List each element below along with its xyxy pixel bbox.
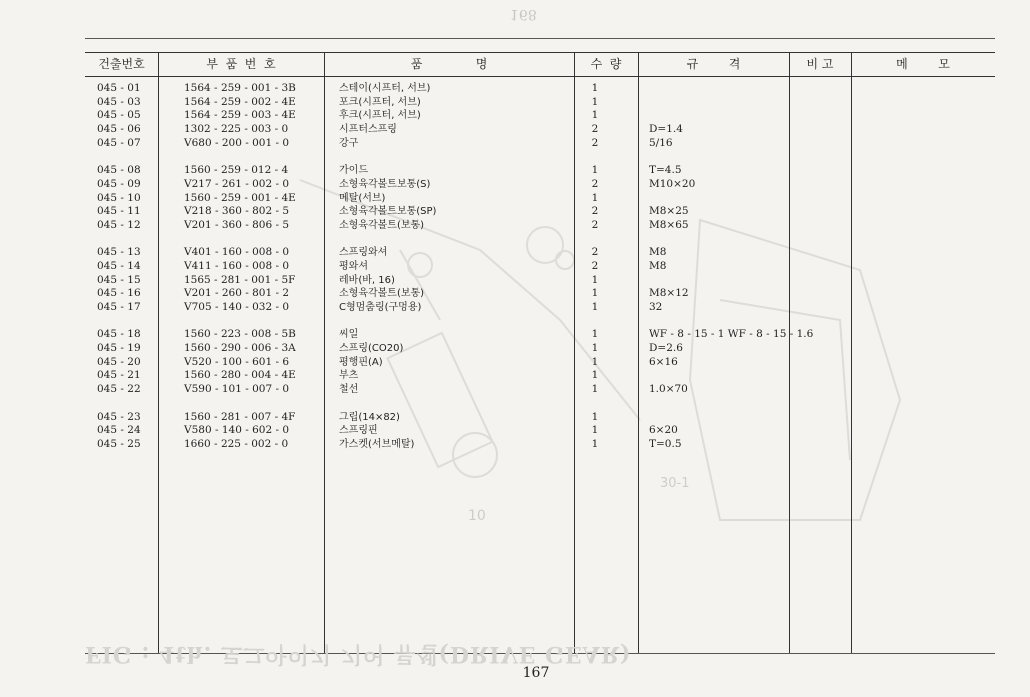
table-row: [85, 123, 995, 137]
item-number: 045 - 24: [97, 424, 141, 437]
quantity: 1: [591, 109, 599, 122]
part-number: 1564 - 259 - 003 - 4E: [184, 109, 296, 122]
part-number: V520 - 100 - 601 - 6: [184, 355, 290, 368]
spec: M8×65: [649, 218, 689, 231]
quantity: 2: [591, 259, 599, 272]
part-number: 1660 - 225 - 002 - 0: [184, 437, 289, 450]
spec: D=1.4: [649, 123, 683, 136]
item-number: 045 - 15: [97, 273, 141, 286]
item-number: 045 - 16: [97, 287, 141, 300]
item-number: 045 - 21: [97, 369, 141, 382]
part-number: 1560 - 223 - 008 - 5B: [184, 328, 296, 341]
part-number: 1560 - 259 - 001 - 4E: [184, 191, 296, 204]
table-row: [85, 82, 995, 96]
item-number: 045 - 14: [97, 259, 141, 272]
part-name: 소형육각볼트(보통): [339, 219, 425, 231]
item-number: 045 - 13: [97, 246, 141, 259]
spec: D=2.6: [649, 342, 683, 355]
table-row: [85, 178, 995, 192]
part-number: V218 - 360 - 802 - 5: [184, 205, 290, 218]
part-number: V705 - 140 - 032 - 0: [184, 301, 290, 313]
table-row: [85, 260, 995, 274]
item-number: 045 - 18: [97, 328, 141, 341]
item-number: 045 - 22: [97, 383, 141, 396]
page-number: 167: [522, 665, 550, 681]
quantity: 2: [591, 123, 599, 136]
quantity: 1: [591, 437, 599, 450]
part-number: 1560 - 281 - 007 - 4F: [184, 410, 296, 423]
table-row: [85, 137, 995, 151]
part-number: V401 - 160 - 008 - 0: [184, 246, 290, 259]
quantity: 1: [591, 383, 599, 396]
part-name: 부츠: [339, 370, 359, 382]
spec: M10×20: [649, 177, 696, 190]
quantity: 1: [591, 301, 599, 313]
table-body: [85, 82, 995, 452]
spec: 1.0×70: [649, 383, 688, 396]
quantity: 1: [591, 191, 599, 204]
quantity: 1: [591, 410, 599, 423]
spec: M8: [649, 246, 667, 259]
header-part-number: 부 품 번 호: [206, 57, 276, 71]
spec: M8×12: [649, 287, 689, 300]
spec: M8×25: [649, 205, 689, 218]
table-row: [85, 219, 995, 233]
table-row: [85, 356, 995, 370]
part-number: 1302 - 225 - 003 - 0: [184, 123, 289, 136]
parts-table: [85, 38, 995, 654]
part-name: 소형육각볼트보통(SP): [339, 206, 437, 218]
header-quantity: 수 량: [590, 57, 622, 71]
item-number: 045 - 12: [97, 218, 141, 231]
part-name: 씨일: [339, 329, 359, 341]
table-row: [85, 287, 995, 301]
header-spec: 규 격: [686, 57, 741, 71]
part-name: 스테이(시프터, 서브): [339, 83, 431, 94]
header-part-name: 품 명: [410, 57, 488, 71]
part-name: 그립(14×82): [339, 411, 400, 423]
quantity: 1: [591, 342, 599, 355]
spec: M8: [649, 259, 667, 272]
quantity: 1: [591, 273, 599, 286]
header-no: 건출번호: [98, 57, 145, 71]
quantity: 2: [591, 177, 599, 190]
item-number: 045 - 10: [97, 191, 141, 204]
item-number: 045 - 08: [97, 164, 141, 177]
part-name: 포크(시프터, 서브): [339, 96, 421, 108]
item-number: 045 - 23: [97, 410, 141, 423]
part-name: 메탈(서브): [339, 192, 386, 204]
quantity: 1: [591, 82, 599, 94]
part-name: 가이드: [339, 165, 368, 177]
part-number: V590 - 101 - 007 - 0: [184, 383, 290, 396]
part-number: 1560 - 290 - 006 - 3A: [184, 342, 296, 355]
table-row: [85, 438, 995, 452]
part-name: 스프링핀: [339, 425, 378, 437]
item-number: 045 - 05: [97, 109, 141, 122]
quantity: 2: [591, 205, 599, 218]
item-number: 045 - 06: [97, 123, 141, 136]
part-name: 평와셔: [339, 260, 368, 272]
bleed-ref-10: 10: [468, 508, 486, 524]
part-number: V680 - 200 - 001 - 0: [184, 136, 290, 149]
table-row: [85, 205, 995, 219]
bleed-ref-30: 30-1: [660, 476, 690, 491]
part-name: 시프터스프링: [339, 124, 397, 136]
quantity: 1: [591, 424, 599, 437]
item-number: 045 - 07: [97, 136, 141, 149]
part-name: 레바(바, 16): [339, 274, 395, 286]
table-row: [85, 192, 995, 206]
part-name: 가스켓(서브메탈): [339, 438, 415, 450]
table-row: [85, 411, 995, 425]
part-number: 1560 - 280 - 004 - 4E: [184, 369, 296, 382]
part-number: 1565 - 281 - 001 - 5F: [184, 273, 296, 286]
table-row: [85, 96, 995, 110]
table-row: [85, 246, 995, 260]
part-number: 1564 - 259 - 002 - 4E: [184, 95, 296, 108]
table-row: [85, 369, 995, 383]
item-number: 045 - 09: [97, 177, 141, 190]
quantity: 1: [591, 355, 599, 368]
item-number: 045 - 11: [97, 205, 141, 218]
table-header: [85, 52, 995, 77]
item-number: 045 - 17: [97, 301, 141, 313]
spec: T=0.5: [649, 437, 682, 450]
quantity: 1: [591, 287, 599, 300]
part-number: 1560 - 259 - 012 - 4: [184, 164, 289, 177]
spec: 6×20: [649, 424, 678, 437]
quantity: 2: [591, 246, 599, 259]
table-row: [85, 424, 995, 438]
spec: 5/16: [649, 136, 673, 149]
table-row: [85, 164, 995, 178]
quantity: 1: [591, 164, 599, 177]
table-row: [85, 383, 995, 397]
quantity: 1: [591, 369, 599, 382]
item-number: 045 - 01: [97, 82, 141, 94]
header-memo: 메 모: [896, 57, 950, 71]
table-row: [85, 301, 995, 315]
part-name: 스프링와셔: [339, 247, 388, 259]
part-name: 평행핀(A): [339, 356, 383, 368]
table-row: [85, 328, 995, 342]
spec: 6×16: [649, 355, 678, 368]
quantity: 1: [591, 95, 599, 108]
part-number: V217 - 261 - 002 - 0: [184, 177, 290, 190]
bleed-through-page-number: 168: [510, 6, 537, 22]
spec: 32: [649, 301, 663, 313]
table-row: [85, 342, 995, 356]
quantity: 1: [591, 328, 599, 341]
spec: T=4.5: [649, 164, 682, 177]
part-number: V411 - 160 - 008 - 0: [184, 259, 290, 272]
quantity: 2: [591, 136, 599, 149]
part-number: V201 - 260 - 801 - 2: [184, 287, 290, 300]
part-name: 후크(시프터, 서브): [339, 110, 421, 122]
quantity: 2: [591, 218, 599, 231]
item-number: 045 - 19: [97, 342, 141, 355]
part-name: 강구: [339, 137, 359, 149]
bleed-through-caption: FIG : 4th. 로그아이기 기어 류셀(DRIVE GEAR): [85, 641, 632, 667]
spec: WF - 8 - 15 - 1 WF - 8 - 15 - 1.6: [649, 328, 814, 341]
part-number: V201 - 360 - 806 - 5: [184, 218, 290, 231]
table-row: [85, 109, 995, 123]
header-remark: 비 고: [806, 57, 834, 71]
part-name: 소형육각볼트(보통): [339, 288, 425, 300]
part-name: C형멈춤링(구멍용): [339, 302, 422, 313]
part-number: 1564 - 259 - 001 - 3B: [184, 82, 296, 94]
item-number: 045 - 20: [97, 355, 141, 368]
part-name: 스프링(CO20): [339, 343, 404, 355]
item-number: 045 - 25: [97, 437, 141, 450]
item-number: 045 - 03: [97, 95, 141, 108]
part-name: 철선: [339, 384, 359, 396]
table-row: [85, 274, 995, 288]
part-name: 소형육각볼트보통(S): [339, 178, 431, 190]
part-number: V580 - 140 - 602 - 0: [184, 424, 290, 437]
